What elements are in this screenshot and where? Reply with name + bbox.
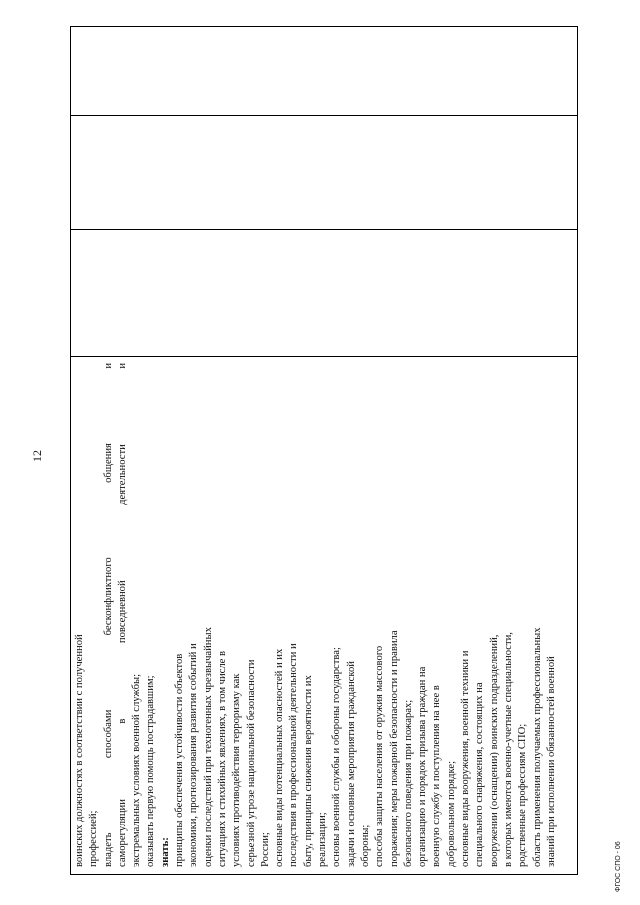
content-text <box>71 357 559 874</box>
text-line: задачи и основные мероприятия гражданской <box>345 661 357 867</box>
text-line: быту, принципы снижения вероятности их <box>302 675 314 867</box>
text-line: основные виды вооружения, военной техники и <box>460 650 472 867</box>
text-line: владеть способами бесконфликтного общения и <box>102 363 114 867</box>
page-number: 12 <box>30 450 44 462</box>
text-line: способы защиты населения от оружия массового <box>374 645 386 867</box>
text-line: воинских должностях в соответствии с полученной <box>74 634 85 867</box>
footer-code: ФГОС СПО - 06 <box>615 841 622 892</box>
text-line: оценки последствий при техногенных чрезвычайных <box>202 627 214 867</box>
text-line: саморегуляции в повседневной деятельности и <box>116 363 128 867</box>
text-line: организацию и порядок призыва граждан на <box>417 666 429 867</box>
text-line: безопасного поведения при пожарах; <box>402 699 414 867</box>
text-line: родственные профессиям СПО; <box>517 723 529 867</box>
text-line: экстремальных условиях военной службы; <box>131 673 143 867</box>
text-line: поражения; меры пожарной безопасности и правила <box>388 630 400 867</box>
text-line: знать: <box>159 837 171 867</box>
text-line: ситуациях и стихийных явлениях, в том числе в <box>216 650 228 867</box>
text-line: область применения получаемых профессиональных <box>531 627 543 867</box>
text-line: условиях противодействия терроризму как <box>231 673 243 867</box>
text-line: знаний при исполнении обязанностей военной <box>545 656 557 867</box>
text-line: реализации; <box>317 812 329 867</box>
empty-cell-3 <box>71 116 578 230</box>
text-line: специального снаряжения, состоящих на <box>474 682 486 867</box>
text-line: России; <box>259 832 271 867</box>
content-cell <box>71 357 578 875</box>
text-line: вооружении (оснащении) воинских подразделений, <box>488 634 500 867</box>
table-row <box>71 27 578 875</box>
text-line: в которых имеются военно-учетные специальности, <box>502 632 514 867</box>
text-line: экономики, прогнозирования развития событий и <box>188 643 200 867</box>
text-line: оказывать первую помощь пострадавшим; <box>145 675 157 867</box>
text-line: серьезной угрозе национальной безопасности <box>245 659 257 867</box>
text-line: обороны; <box>359 824 371 867</box>
text-line: профессией; <box>88 810 100 867</box>
text-line: военную службу и поступления на нее в <box>431 685 443 867</box>
requirements-table <box>70 26 578 875</box>
empty-cell-4 <box>71 27 578 116</box>
text-line: принципы обеспечения устойчивости объектов <box>174 653 186 867</box>
empty-cell-2 <box>71 230 578 357</box>
text-line: добровольном порядке; <box>445 760 457 867</box>
text-line: последствия в профессиональной деятельности и <box>288 643 300 867</box>
text-line: основы военной службы и обороны государства; <box>331 647 343 867</box>
text-line: основные виды потенциальных опасностей и их <box>274 648 286 867</box>
